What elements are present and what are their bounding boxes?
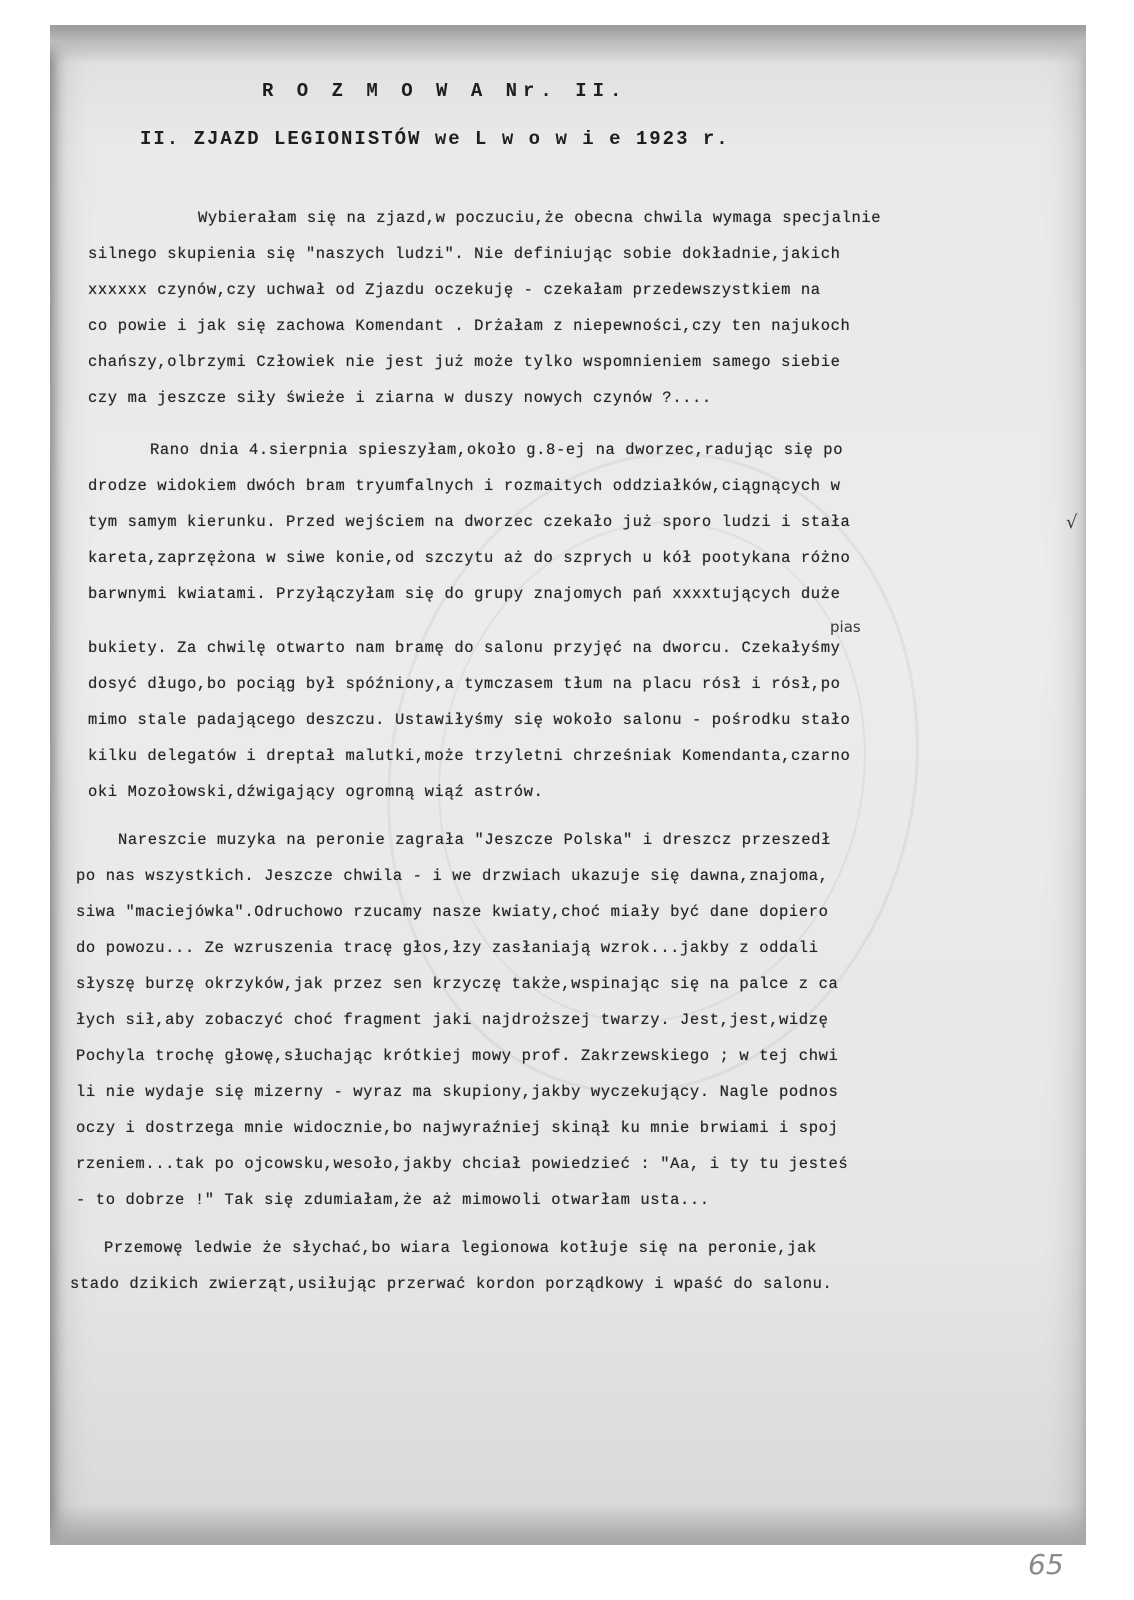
text-line: drodze widokiem dwóch bram tryumfalnych i rozmaitych oddziałków,ciągnących w [88,477,841,495]
text-line: co powie i jak się zachowa Komendant . Drżałam z niepewności,czy ten najukoch [88,317,851,335]
text-line: barwnymi kwiatami. Przyłączyłam się do grupy znajomych pań xxxxtujących duże [88,585,841,603]
document-subtitle: II. ZJAZD LEGIONISTÓW we L w o w i e 1923 r. [140,128,730,150]
handwritten-insert-note: pias [830,618,861,636]
text-line: li nie wydaje się mizerny - wyraz ma skupiony,jakby wyczekujący. Nagle podnos [76,1083,839,1101]
text-line: dosyć długo,bo pociąg był spóźniony,a tymczasem tłum na placu rósł i rósł,po [88,675,841,693]
text-line: oki Mozołowski,dźwigający ogromną wiąź astrów. [88,783,544,801]
text-line: stado dzikich zwierząt,usiłując przerwać kordon porządkowy i wpaść do salonu. [70,1275,833,1293]
text-line: silnego skupienia się "naszych ludzi". Nie definiując sobie dokładnie,jakich [88,245,841,263]
text-line: bukiety. Za chwilę otwarto nam bramę do salonu przyjęć na dworcu. Czekałyśmy [88,639,841,657]
text-line: Pochyla trochę głowę,słuchając krótkiej mowy prof. Zakrzewskiego ; w tej chwi [76,1047,839,1065]
text-line: do powozu... Ze wzruszenia tracę głos,łzy zasłaniają wzrok...jakby z oddali [76,939,819,957]
text-line: Przemowę ledwie że słychać,bo wiara legionowa kotłuje się na peronie,jak [104,1239,817,1257]
text-line: xxxxxx czynów,czy uchwał od Zjazdu oczekuję - czekałam przedewszystkiem na [88,281,821,299]
document-title: R O Z M O W A Nr. II. [262,80,628,102]
text-line: po nas wszystkich. Jeszcze chwila - i we drzwiach ukazuje się dawna,znajoma, [76,867,829,885]
text-line: chańszy,olbrzymi Człowiek nie jest już może tylko wspomnieniem samego siebie [88,353,841,371]
text-line: - to dobrze !" Tak się zdumiałam,że aż mimowoli otwarłam usta... [76,1191,710,1209]
text-line: siwa "maciejówka".Odruchowo rzucamy nasze kwiaty,choć miały być dane dopiero [76,903,829,921]
text-line: Nareszcie muzyka na peronie zagrała "Jeszcze Polska" i dreszcz przeszedł [118,831,831,849]
text-line: tym samym kierunku. Przed wejściem na dworzec czekało już sporo ludzi i stała [88,513,851,531]
text-line: Rano dnia 4.sierpnia spieszyłam,około g.8-ej na dworzec,radując się po [150,441,844,459]
page-number: 65 [1028,1548,1064,1581]
text-line: kilku delegatów i dreptał malutki,może trzyletni chrześniak Komendanta,czarno [88,747,851,765]
text-line: słyszę burzę okrzyków,jak przez sen krzyczę także,wspinając się na palce z ca [76,975,839,993]
text-line: mimo stale padającego deszczu. Ustawiłyśmy się wokoło salonu - pośrodku stało [88,711,851,729]
text-line: oczy i dostrzega mnie widocznie,bo najwyraźniej skinął ku mnie brwiami i spoj [76,1119,839,1137]
handwritten-check-mark: √ [1066,512,1078,533]
text-line: rzeniem...tak po ojcowsku,wesoło,jakby chciał powiedzieć : "Aa, i ty tu jesteś [76,1155,849,1173]
text-line: kareta,zaprzężona w siwe konie,od szczytu aż do szprych u kół pootykana różno [88,549,851,567]
text-line: czy ma jeszcze siły świeże i ziarna w duszy nowych czynów ?.... [88,389,712,407]
text-line: Wybierałam się na zjazd,w poczuciu,że obecna chwila wymaga specjalnie [198,209,882,227]
text-line: łych sił,aby zobaczyć choć fragment jaki najdroższej twarzy. Jest,jest,widzę [76,1011,829,1029]
